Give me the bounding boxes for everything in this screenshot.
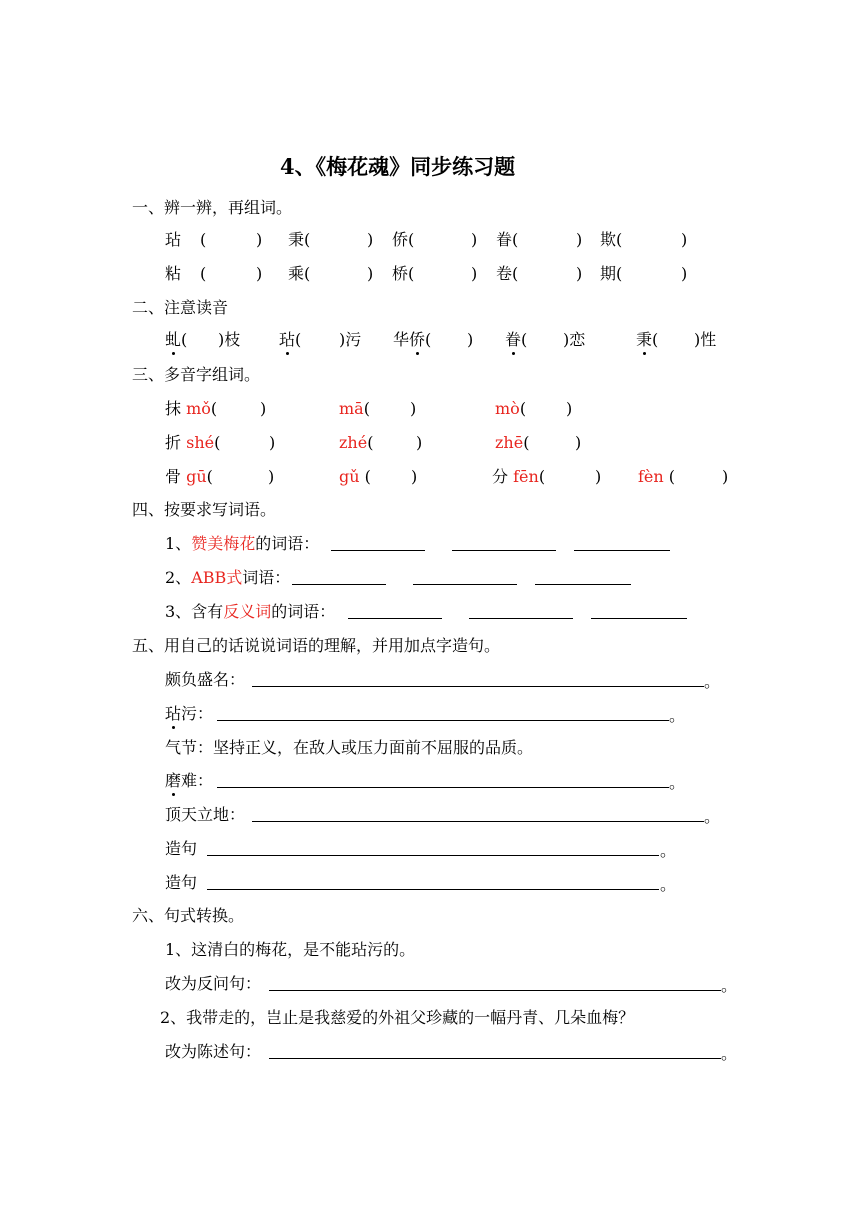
s4-prefix: 1、 bbox=[165, 534, 192, 553]
pinyin: fēn bbox=[513, 467, 539, 486]
s4-suffix: 的词语： bbox=[255, 534, 320, 553]
s3-char: 分 bbox=[492, 467, 509, 486]
s5-term-4 bbox=[165, 771, 213, 791]
page-title: 4、《梅花魂》同步练习题 bbox=[280, 154, 516, 179]
answer-line[interactable] bbox=[348, 602, 442, 619]
dotted-char: 磨 bbox=[165, 771, 182, 790]
period: 。 bbox=[721, 976, 738, 995]
s6-question-1: 1、这清白的梅花，是不能玷污的。 bbox=[165, 940, 416, 959]
s1-char: 秉 bbox=[288, 230, 305, 249]
s4-suffix: 的词语： bbox=[271, 602, 336, 621]
period: 。 bbox=[721, 1044, 738, 1063]
s5-term-1: 颇负盛名： bbox=[165, 670, 246, 689]
answer-line[interactable] bbox=[469, 602, 573, 619]
s4-keyword: ABB式 bbox=[191, 568, 243, 587]
period: 。 bbox=[669, 706, 686, 725]
answer-line[interactable] bbox=[217, 704, 669, 721]
answer-line[interactable] bbox=[269, 1042, 721, 1059]
answer-line[interactable] bbox=[269, 974, 721, 991]
section-3-heading: 三、多音字组词。 bbox=[132, 365, 261, 384]
answer-line[interactable] bbox=[535, 568, 631, 585]
answer-line[interactable] bbox=[217, 771, 669, 788]
s2-suffix: )枝 bbox=[218, 330, 241, 349]
s3-char: 骨 bbox=[165, 467, 182, 486]
pinyin: gǔ bbox=[339, 467, 360, 486]
period: 。 bbox=[660, 841, 677, 860]
section-4-heading: 四、按要求写词语。 bbox=[132, 500, 277, 519]
pinyin: shé bbox=[186, 433, 215, 452]
answer-line[interactable] bbox=[252, 805, 704, 822]
s5-term-rest: 污： bbox=[181, 704, 214, 723]
section-5-heading: 五、用自己的话说说词语的理解，并用加点字造句。 bbox=[132, 636, 501, 655]
s2-prefix: 华 bbox=[393, 330, 410, 349]
answer-line[interactable] bbox=[413, 568, 517, 585]
section-6-heading: 六、句式转换。 bbox=[132, 906, 245, 925]
s2-suffix: )性 bbox=[694, 330, 717, 349]
period: 。 bbox=[704, 807, 721, 826]
period: 。 bbox=[704, 672, 721, 691]
s1-char: 卷 bbox=[496, 264, 513, 283]
dotted-char: 玷 bbox=[279, 330, 296, 349]
s2-suffix: )恋 bbox=[563, 330, 586, 349]
answer-line[interactable] bbox=[252, 670, 704, 687]
s6-answer-label-2: 改为陈述句： bbox=[165, 1042, 262, 1061]
s1-char: 玷 bbox=[165, 230, 182, 249]
answer-line[interactable] bbox=[331, 534, 425, 551]
s5-definition: 气节：坚持正义，在敌人或压力面前不屈服的品质。 bbox=[165, 738, 534, 757]
answer-line[interactable] bbox=[452, 534, 556, 551]
pinyin: mò bbox=[495, 399, 520, 418]
s1-char: 侨 bbox=[392, 230, 409, 249]
s6-question-2: 2、我带走的，岂止是我慈爱的外祖父珍藏的一幅丹青、几朵血梅？ bbox=[160, 1008, 635, 1027]
section-2-heading: 二、注意读音 bbox=[132, 298, 229, 317]
dotted-char: 虬 bbox=[165, 330, 182, 349]
s5-sentence-1: 造句 bbox=[165, 839, 198, 858]
s6-answer-label-1: 改为反问句： bbox=[165, 974, 262, 993]
dotted-char: 秉 bbox=[636, 330, 653, 349]
s4-prefix: 3、含有 bbox=[165, 602, 224, 621]
section-1-heading: 一、辨一辨，再组词。 bbox=[132, 198, 293, 217]
pinyin: mā bbox=[339, 399, 364, 418]
period: 。 bbox=[669, 773, 686, 792]
s5-term-5: 顶天立地： bbox=[165, 805, 246, 824]
s1-char: 欺 bbox=[600, 230, 617, 249]
s2-suffix: ) bbox=[467, 330, 474, 349]
answer-line[interactable] bbox=[574, 534, 670, 551]
dotted-char: 玷 bbox=[165, 704, 182, 723]
s1-char: 乘 bbox=[288, 264, 305, 283]
s1-char: 粘 bbox=[165, 264, 182, 283]
s5-sentence-2: 造句 bbox=[165, 873, 198, 892]
s4-item-3 bbox=[165, 602, 335, 622]
s5-term-2 bbox=[165, 704, 213, 724]
pinyin: gū bbox=[186, 467, 207, 486]
s1-char: 桥 bbox=[392, 264, 409, 283]
dotted-char: 侨 bbox=[409, 330, 426, 349]
s4-item-1 bbox=[165, 534, 319, 554]
s2-suffix: )污 bbox=[339, 330, 362, 349]
pinyin: zhé bbox=[339, 433, 368, 452]
answer-line[interactable] bbox=[591, 602, 687, 619]
s4-prefix: 2、 bbox=[165, 568, 192, 587]
answer-line[interactable] bbox=[292, 568, 386, 585]
s4-suffix: 词语： bbox=[242, 568, 291, 587]
s4-keyword: 反义词 bbox=[223, 602, 272, 621]
s4-keyword: 赞美梅花 bbox=[191, 534, 256, 553]
dotted-char: 眷 bbox=[505, 330, 522, 349]
s1-char: 眷 bbox=[496, 230, 513, 249]
s3-char: 折 bbox=[165, 433, 182, 452]
period: 。 bbox=[660, 875, 677, 894]
s3-char: 抹 bbox=[165, 399, 182, 418]
pinyin: mǒ bbox=[186, 399, 211, 418]
answer-line[interactable] bbox=[207, 839, 659, 856]
pinyin: zhē bbox=[495, 433, 524, 452]
s4-item-2 bbox=[165, 568, 290, 588]
answer-line[interactable] bbox=[207, 873, 659, 890]
pinyin: fèn bbox=[638, 467, 664, 486]
s1-char: 期 bbox=[600, 264, 617, 283]
s5-term-rest: 难： bbox=[181, 771, 214, 790]
